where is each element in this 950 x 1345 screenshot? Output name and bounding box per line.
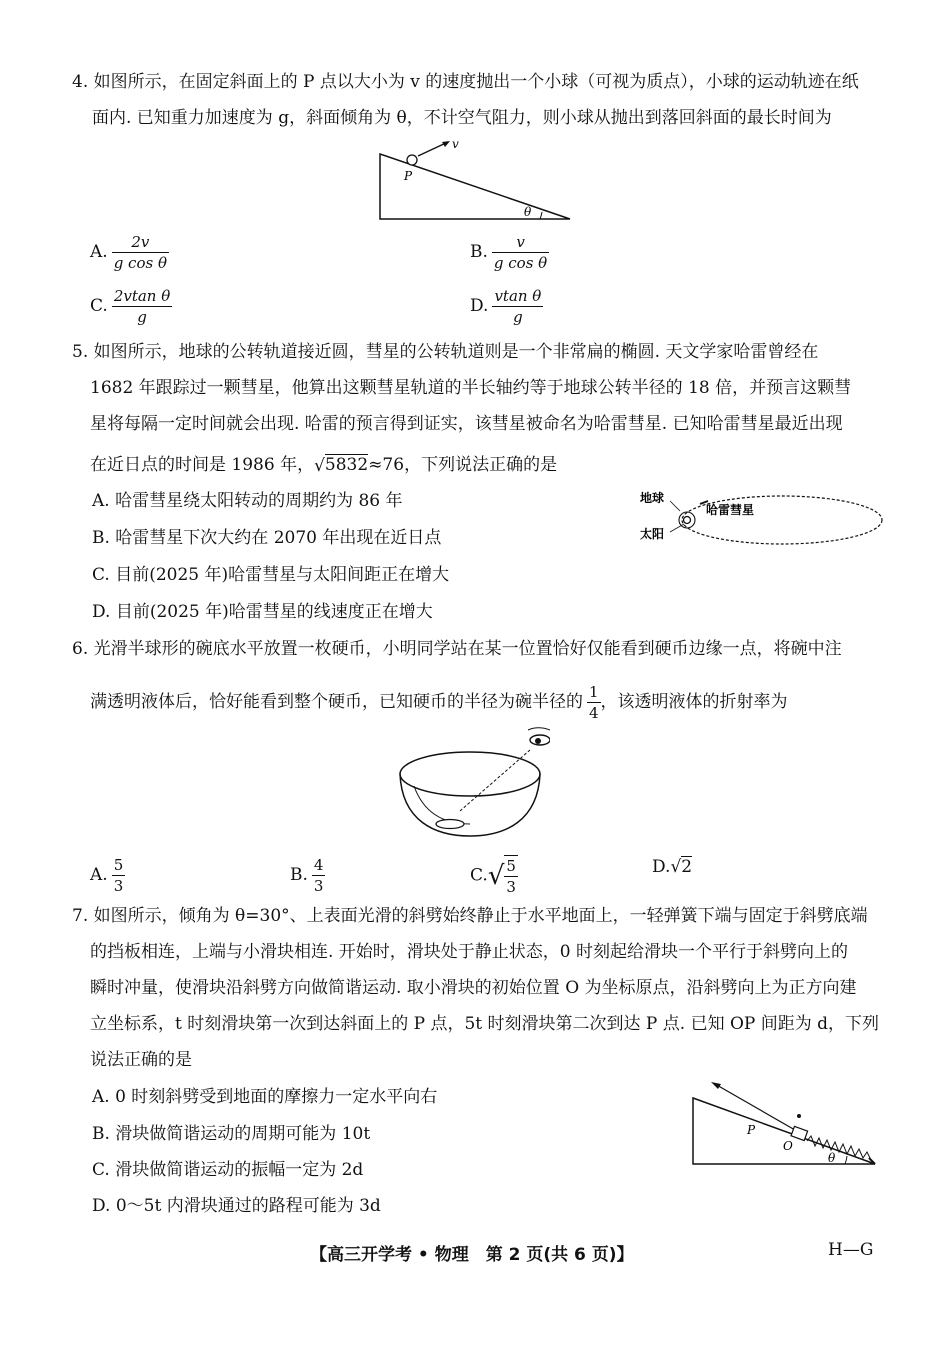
q5-stem-line2: 1682 年跟踪过一颗彗星，他算出这颗彗星轨道的半长轴约等于地球公转半径的 18 倍，并预言这颗彗 xyxy=(90,378,852,398)
page-code: H—G xyxy=(828,1240,874,1260)
q4-option-b: B. $\frac{v}{\text{g cos θ}}$ xyxy=(470,233,548,272)
q7-stem-line3: 瞬时冲量，使滑块沿斜劈方向做简谐运动. 取小滑块的初始位置 O 为坐标原点，沿斜劈向上为正方向建 xyxy=(90,978,857,998)
q6-bowl-figure xyxy=(390,726,550,846)
q4-option-d: D. $\frac{\text{vtan θ}}{g}$ xyxy=(470,287,542,326)
q7-option-d: D. 0～5t 内滑块通过的路程可能为 3d xyxy=(92,1196,381,1216)
q5-option-d: D. 目前(2025 年)哈雷彗星的线速度正在增大 xyxy=(92,602,433,622)
q4-stem-line2: 面内. 已知重力加速度为 g，斜面倾角为 θ，不计空气阻力，则小球从抛出到落回斜面的最长时间为 xyxy=(92,108,832,128)
q5-stem-line3: 星将每隔一定时间就会出现. 哈雷的预言得到证实，该彗星被命名为哈雷彗星. 已知哈雷彗星最近出现 xyxy=(90,414,843,434)
q6-stem-line1: 6. 光滑半球形的碗底水平放置一枚硬币，小明同学站在某一位置恰好仅能看到硬币边缘一点，将碗中注 xyxy=(72,639,842,659)
sqrt-symbol: √ xyxy=(670,857,682,877)
q4-stem-line1: 4. 如图所示，在固定斜面上的 P 点以大小为 v 的速度抛出一个小球（可视为质点），小球的运动轨迹在纸 xyxy=(72,72,859,92)
q6-option-a: A. $\frac{5}{3}$ xyxy=(90,856,124,895)
q5-option-a: A. 哈雷彗星绕太阳转动的周期约为 86 年 xyxy=(92,491,403,511)
q4-velocity-label: v xyxy=(452,138,459,151)
q5-stem-line1: 5. 如图所示，地球的公转轨道接近圆，彗星的公转轨道则是一个非常扁的椭圆. 天文学家哈雷曾经在 xyxy=(72,342,819,362)
q5-sun-label: 太阳 xyxy=(640,527,665,541)
q5-option-c: C. 目前(2025 年)哈雷彗星与太阳间距正在增大 xyxy=(92,565,450,585)
q6-stem-line2: 满透明液体后，恰好能看到整个硬币，已知硬币的半径为碗半径的 $\frac{1}{4}$ ，该透明液体的折射率为 xyxy=(90,683,788,722)
q4-theta-label: θ xyxy=(524,205,532,219)
q7-incline-figure xyxy=(685,1078,885,1170)
q7-point-p-label: P xyxy=(747,1123,756,1137)
sqrt-symbol: √ xyxy=(314,455,325,476)
q5-stem-line4: 在近日点的时间是 1986 年，√5832≈76，下列说法正确的是 xyxy=(90,455,558,476)
q4-incline-figure xyxy=(370,138,580,224)
q7-stem-line5: 说法正确的是 xyxy=(90,1050,192,1070)
q5-option-b: B. 哈雷彗星下次大约在 2070 年出现在近日点 xyxy=(92,528,442,548)
q7-theta-label: θ xyxy=(828,1151,836,1165)
q7-stem-line1: 7. 如图所示，倾角为 θ=30°、上表面光滑的斜劈始终静止于水平地面上，一轻弹簧下端与固定于斜劈底端 xyxy=(72,906,868,926)
q4-point-p-label: P xyxy=(404,169,413,183)
q6-option-b: B. $\frac{4}{3}$ xyxy=(290,856,324,895)
page-footer: 【高三开学考 • 物理 第 2 页(共 6 页)】 xyxy=(310,1245,634,1265)
q7-stem-line4: 立坐标系，t 时刻滑块第一次到达斜面上的 P 点，5t 时刻滑块第二次到达 P 点. 已知 OP 间距为 d，下列 xyxy=(90,1014,880,1034)
q5-earth-label: 地球 xyxy=(640,491,665,505)
q4-option-a: A. $\frac{2v}{\text{g cos θ}}$ xyxy=(90,233,167,272)
sqrt-symbol: √ xyxy=(487,861,505,891)
q6-option-d: D.√2 xyxy=(652,857,693,877)
q6-option-c: C.√ $\frac{5}{3}$ xyxy=(470,857,516,896)
q7-point-o-label: O xyxy=(783,1139,793,1153)
q7-option-b: B. 滑块做简谐运动的周期可能为 10t xyxy=(92,1124,371,1144)
eye-icon xyxy=(528,728,550,745)
q5-orbit-figure xyxy=(630,484,890,554)
q7-option-a: A. 0 时刻斜劈受到地面的摩擦力一定水平向右 xyxy=(92,1087,438,1107)
q7-stem-line2: 的挡板相连，上端与小滑块相连. 开始时，滑块处于静止状态，0 时刻起给滑块一个平行于斜劈向上的 xyxy=(90,942,849,962)
q4-option-c: C. $\frac{\text{2vtan θ}}{g}$ xyxy=(90,287,171,326)
q5-comet-label: 哈雷彗星 xyxy=(706,503,755,517)
q7-option-c: C. 滑块做简谐运动的振幅一定为 2d xyxy=(92,1160,364,1180)
